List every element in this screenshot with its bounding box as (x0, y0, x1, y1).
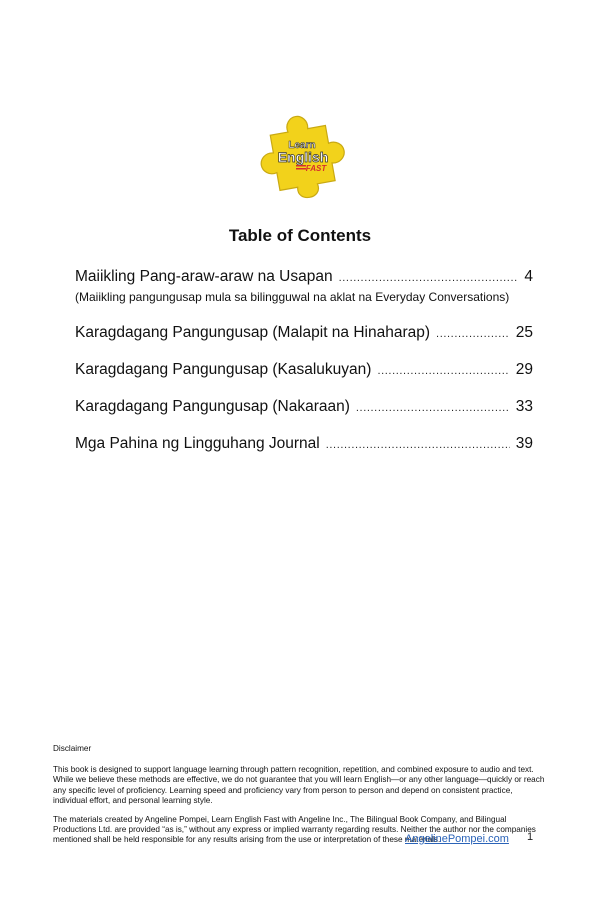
page-title: Table of Contents (228, 226, 372, 245)
toc-entry-title: Karagdagang Pangungusap (Kasalukuyan) (75, 361, 372, 378)
toc-entry[interactable] (75, 324, 533, 342)
toc-leader-dots (436, 328, 510, 340)
toc-leader-dots (326, 439, 510, 451)
toc-entry[interactable] (75, 435, 533, 453)
toc-entry-page: 29 (515, 361, 533, 378)
page-number: 1 (527, 831, 534, 843)
toc-leader-dots (356, 402, 510, 414)
toc-entry-page: 39 (515, 435, 533, 452)
logo-line-1: Learn (288, 140, 316, 151)
learn-english-fast-logo (256, 108, 348, 200)
toc-entry-title: Karagdagang Pangungusap (Nakaraan) (75, 398, 350, 415)
toc-entry-subtitle: (Maiikling pangungusap mula sa bilingguwal na aklat na Everyday Conversations) (75, 290, 510, 304)
disclaimer-paragraph: This book is designed to support language learning through pattern recognition, repetition, and combined exposure to audio and text. While we believe these methods are effective, we do not guarantee that you will learn English—or any other language—quickly or reach any specific level of proficiency. Learning speed and proficiency vary from person to person and depend on consistent practice, individual effort, and personal learning style. (53, 765, 545, 805)
toc-entry[interactable] (75, 361, 533, 379)
toc-entry[interactable] (75, 268, 533, 286)
logo-line-3: FAST (305, 164, 327, 173)
toc-entry-page: 33 (515, 398, 533, 415)
logo-line-2: English (277, 149, 329, 165)
toc-entry-title: Karagdagang Pangungusap (Malapit na Hinaharap) (75, 324, 431, 341)
toc-entry-page: 4 (524, 268, 533, 285)
toc-entry-title: Maiikling Pang-araw-araw na Usapan (75, 268, 333, 285)
toc-entry-page: 25 (515, 324, 533, 341)
puzzle-piece-icon (256, 108, 348, 200)
disclaimer-heading: Disclaimer (53, 744, 92, 753)
disclaimer-paragraph: The materials created by Angeline Pompei, Learn English Fast with Angeline Inc., The Bilingual Book Company, and Bilingual Productions Ltd. are provided “as is,” without any express or implied warranty regarding results. Neither the author nor the companies mentioned shall be held responsible for any results arising from the use or interpretation of these materials. (53, 815, 536, 845)
website-link[interactable]: AngelinePompei.com (405, 833, 509, 845)
toc-leader-dots (339, 272, 519, 284)
toc-entry-title: Mga Pahina ng Lingguhang Journal (75, 435, 320, 452)
toc-entry[interactable] (75, 398, 533, 416)
toc-leader-dots (377, 365, 509, 377)
